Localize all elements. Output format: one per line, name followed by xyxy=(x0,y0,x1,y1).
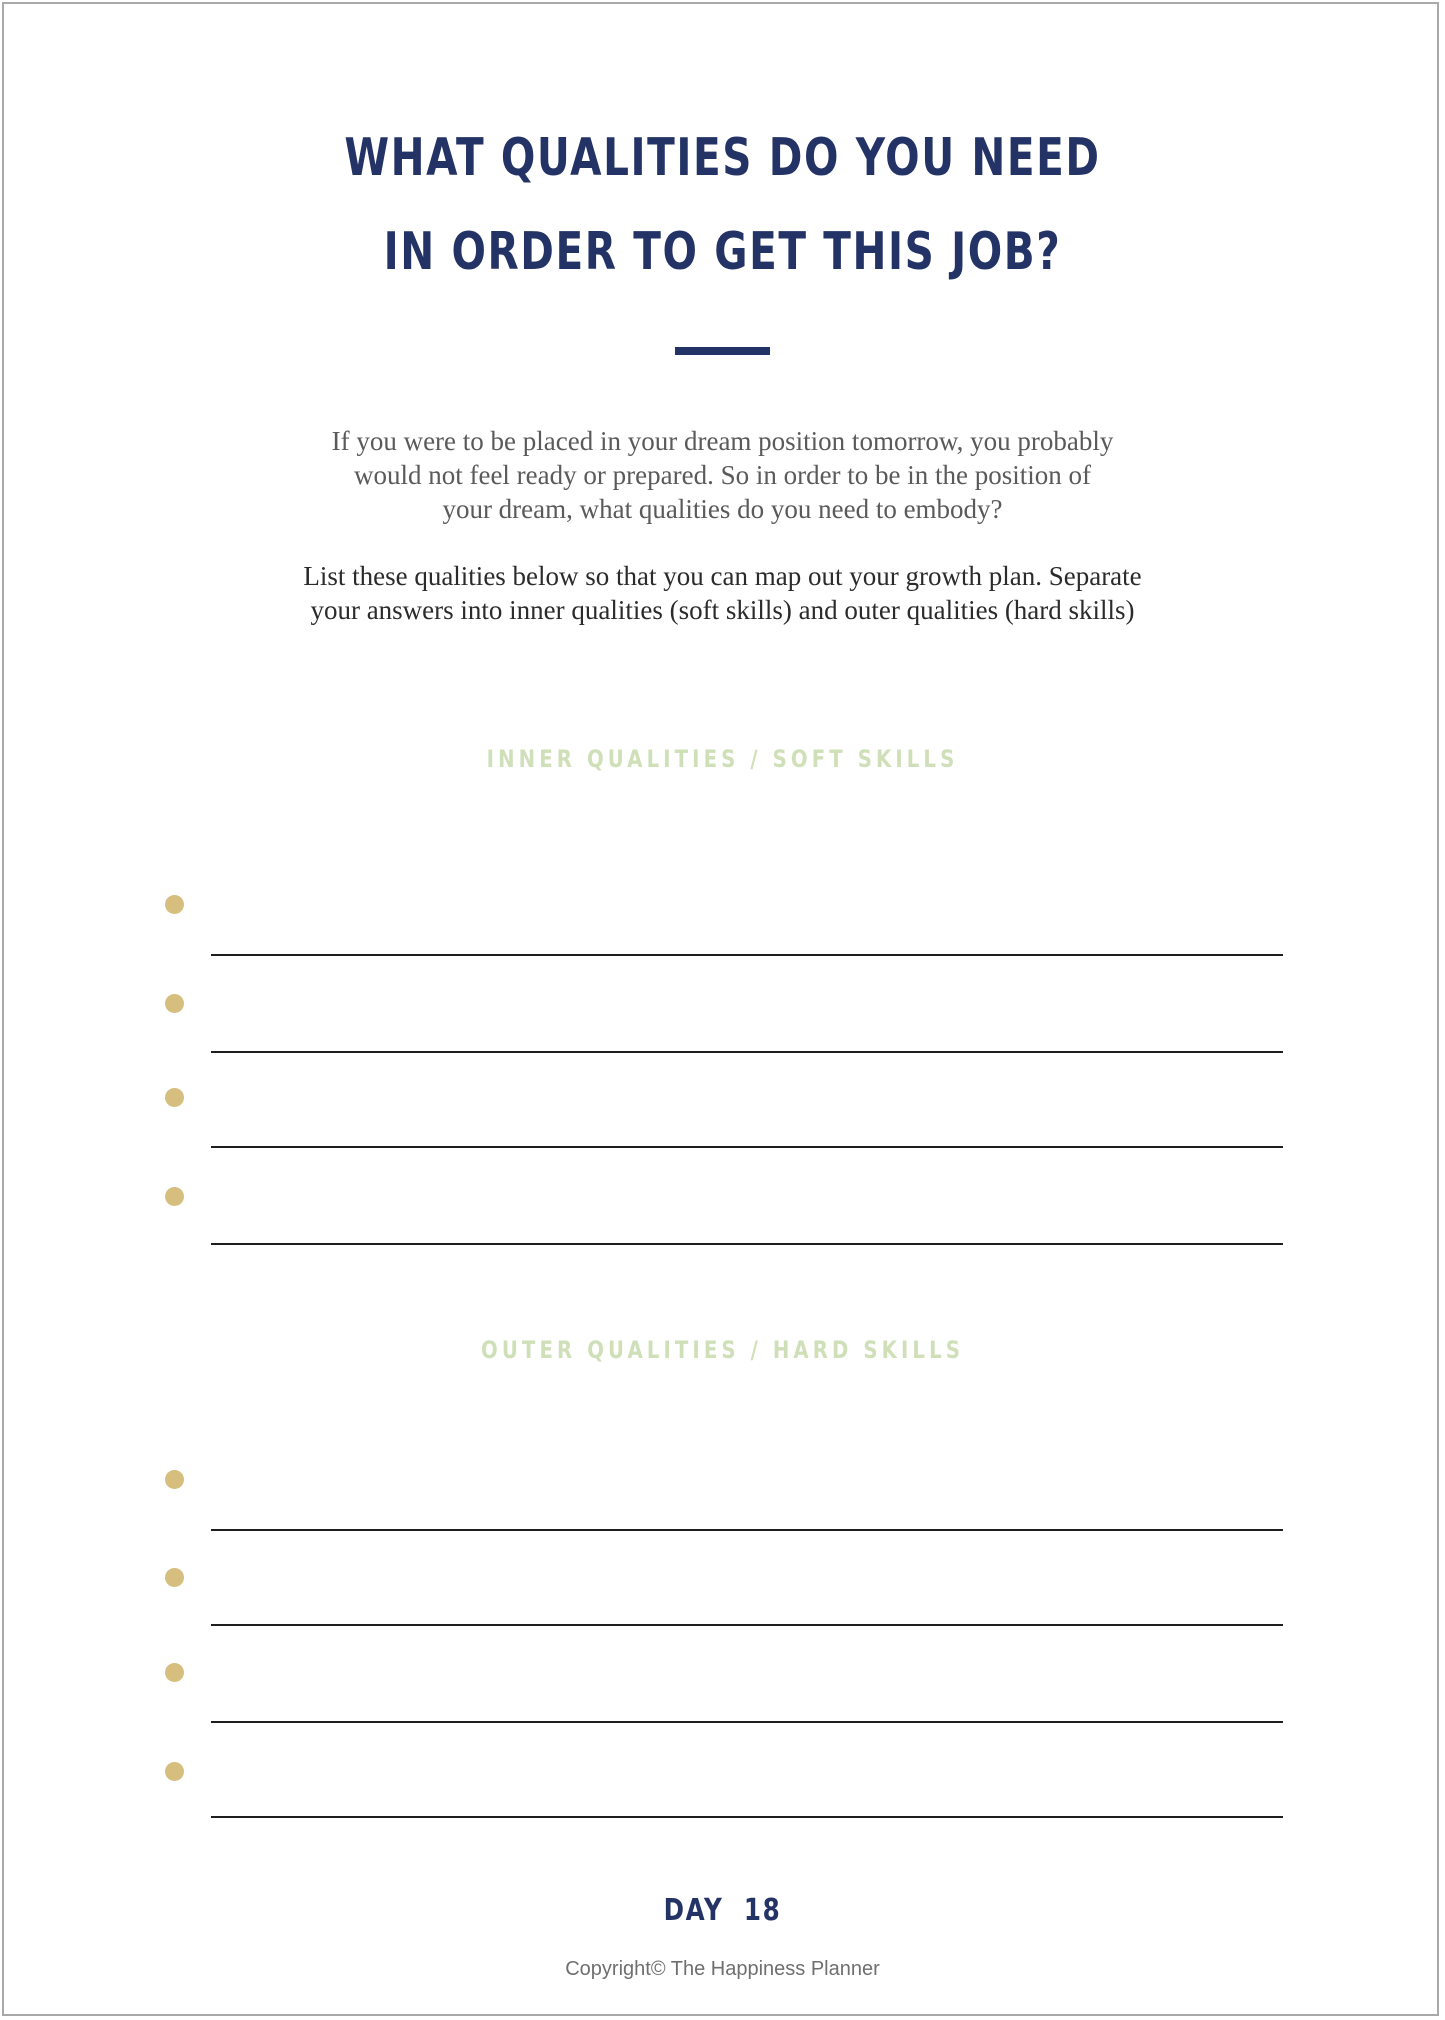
inner-answer-line[interactable] xyxy=(211,1051,1283,1053)
inner-answer-line[interactable] xyxy=(211,1146,1283,1148)
inner-answer-line[interactable] xyxy=(211,1243,1283,1245)
inner-qualities-heading: INNER QUALITIES / SOFT SKILLS xyxy=(486,745,959,773)
bullet-icon xyxy=(165,1663,184,1682)
outer-answer-line[interactable] xyxy=(211,1624,1283,1626)
bullet-icon xyxy=(165,1762,184,1781)
day-label: DAY 18 xyxy=(663,1893,782,1928)
intro-paragraph-1-line: would not feel ready or prepared. So in order to be in the position of xyxy=(353,460,1092,490)
bullet-icon xyxy=(165,1568,184,1587)
intro-paragraph-1-line: If you were to be placed in your dream position tomorrow, you probably xyxy=(331,426,1114,456)
intro-paragraph-2 xyxy=(0,559,1445,627)
bullet-icon xyxy=(165,1088,184,1107)
outer-answer-line[interactable] xyxy=(211,1721,1283,1723)
intro-paragraph-1 xyxy=(0,424,1445,526)
copyright-notice: Copyright© The Happiness Planner xyxy=(565,1958,880,1980)
outer-answer-line[interactable] xyxy=(211,1529,1283,1531)
intro-paragraph-2-line: List these qualities below so that you can map out your growth plan. Separate xyxy=(303,561,1142,591)
title-divider xyxy=(675,347,770,355)
bullet-icon xyxy=(165,895,184,914)
intro-paragraph-2-line: your answers into inner qualities (soft skills) and outer qualities (hard skills) xyxy=(310,595,1135,625)
bullet-icon xyxy=(165,994,184,1013)
bullet-icon xyxy=(165,1187,184,1206)
page-title-line-2: IN ORDER TO GET THIS JOB? xyxy=(383,222,1062,282)
page-frame xyxy=(2,2,1439,2016)
outer-qualities-heading: OUTER QUALITIES / HARD SKILLS xyxy=(481,1336,964,1364)
outer-answer-line[interactable] xyxy=(211,1816,1283,1818)
intro-paragraph-1-line: your dream, what qualities do you need to embody? xyxy=(442,494,1003,524)
inner-answer-line[interactable] xyxy=(211,954,1283,956)
bullet-icon xyxy=(165,1470,184,1489)
page-title-line-1: WHAT QUALITIES DO YOU NEED xyxy=(344,128,1101,188)
